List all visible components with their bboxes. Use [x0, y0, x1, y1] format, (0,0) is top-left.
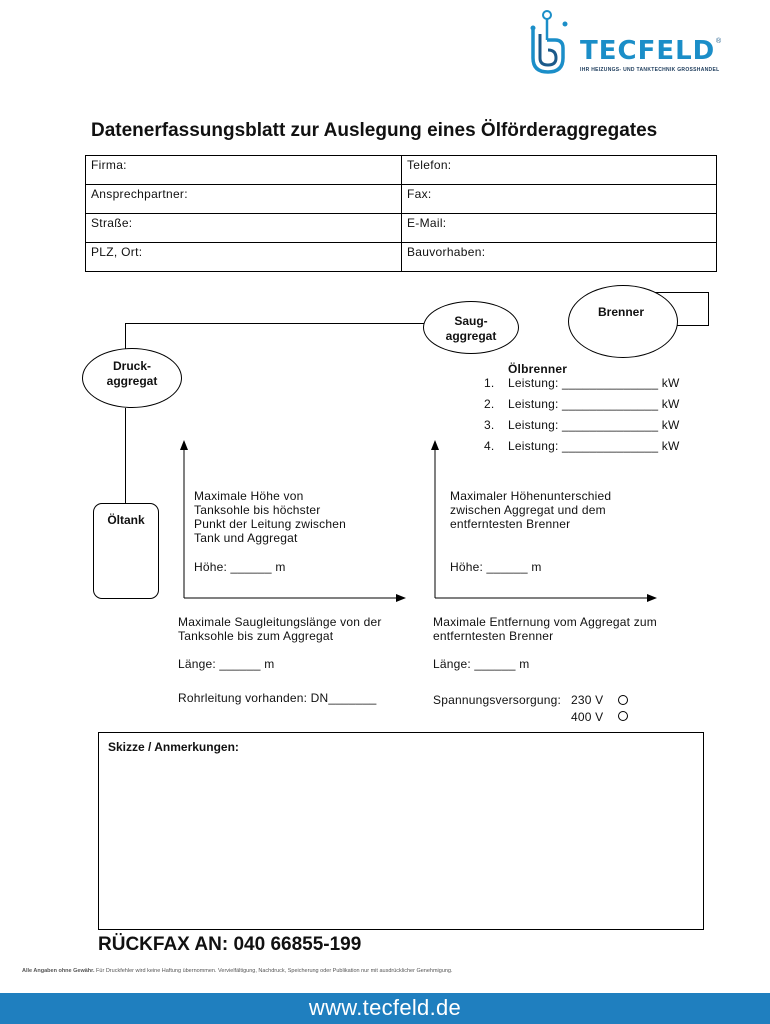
telefon-field[interactable]: Telefon:	[402, 156, 717, 185]
rohrleitung-field[interactable]: Rohrleitung vorhanden: DN_______	[178, 691, 377, 705]
brenner-ellipse	[568, 285, 678, 358]
pipe-brenner-right	[708, 292, 709, 325]
voltage-400-label: 400 V	[571, 710, 604, 724]
left-length-line1: Maximale Saugleitungslänge von der	[178, 615, 382, 629]
burner-leistung-4[interactable]: Leistung: ______________ kW	[508, 439, 680, 453]
burner-leistung-3[interactable]: Leistung: ______________ kW	[508, 418, 680, 432]
left-height-line1: Maximale Höhe von	[194, 489, 304, 503]
logo-tagline: IHR HEIZUNGS- UND TANKTECHNIK GROSSHANDEL	[580, 67, 720, 73]
voltage-230-radio[interactable]	[618, 695, 628, 705]
voltage-230-label: 230 V	[571, 693, 604, 707]
right-length-line1: Maximale Entfernung vom Aggregat zum	[433, 615, 657, 629]
oeltank-label: Öltank	[107, 513, 145, 527]
disclaimer	[22, 968, 453, 974]
left-laenge-field[interactable]: Länge: ______ m	[178, 657, 275, 671]
oelbrenner-heading: Ölbrenner	[508, 362, 568, 376]
logo-registered: ®	[716, 38, 722, 45]
right-height-line2: zwischen Aggregat und dem	[450, 503, 606, 517]
sketch-notes-box[interactable]	[98, 732, 704, 930]
disclaimer-text: Für Druckfehler wird keine Haftung übernommen. Vervielfältigung, Nachdruck, Speicherung oder Publikation nur mit ausdrücklicher Genehmigung.	[94, 968, 453, 974]
strasse-field[interactable]: Straße:	[86, 214, 402, 243]
fax-field[interactable]: Fax:	[402, 185, 717, 214]
left-height-line4: Tank und Aggregat	[194, 531, 298, 545]
burner-num-1: 1.	[484, 376, 495, 390]
oeltank-shape	[93, 503, 159, 599]
pipe-tank-vertical	[125, 408, 126, 504]
left-height-line3: Punkt der Leitung zwischen	[194, 517, 346, 531]
right-height-line3: entferntesten Brenner	[450, 517, 571, 531]
pipe-brenner-bottom	[677, 325, 709, 326]
plz-ort-field[interactable]: PLZ, Ort:	[86, 243, 402, 272]
logo-wordmark: TECFELD	[580, 36, 716, 66]
burner-leistung-2[interactable]: Leistung: ______________ kW	[508, 397, 680, 411]
right-length-line2: entferntesten Brenner	[433, 629, 554, 643]
page-title: Datenerfassungsblatt zur Auslegung eines Ölförderaggregates	[91, 120, 658, 141]
disclaimer-bold: Alle Angaben ohne Gewähr.	[22, 968, 95, 974]
left-height-line2: Tanksohle bis höchster	[194, 503, 321, 517]
contact-form	[85, 155, 717, 272]
ansprechpartner-field[interactable]: Ansprechpartner:	[86, 185, 402, 214]
saugaggregat-line1: Saug-	[454, 314, 488, 328]
rueckfax-number: RÜCKFAX AN: 040 66855-199	[98, 934, 362, 955]
druckaggregat-label	[82, 359, 182, 389]
burner-leistung-1[interactable]: Leistung: ______________ kW	[508, 376, 680, 390]
tecfeld-logo	[520, 10, 730, 76]
brenner-label: Brenner	[597, 305, 644, 319]
druckaggregat-line2: aggregat	[106, 374, 158, 388]
saugaggregat-label	[423, 314, 519, 344]
right-height-line1: Maximaler Höhenunterschied	[450, 489, 612, 503]
email-field[interactable]: E-Mail:	[402, 214, 717, 243]
pipe-left-vertical-top	[125, 323, 126, 350]
left-length-line2: Tanksohle bis zum Aggregat	[178, 629, 334, 643]
firma-field[interactable]: Firma:	[86, 156, 402, 185]
saugaggregat-line2: aggregat	[445, 329, 497, 343]
right-hoehe-field[interactable]: Höhe: ______ m	[450, 560, 542, 574]
sketch-label: Skizze / Anmerkungen:	[108, 740, 239, 754]
right-laenge-field[interactable]: Länge: ______ m	[433, 657, 530, 671]
left-hoehe-field[interactable]: Höhe: ______ m	[194, 560, 286, 574]
pipe-top-horizontal	[125, 323, 425, 324]
spannung-label: Spannungsversorgung:	[433, 693, 562, 707]
logo-mark-icon	[520, 10, 576, 76]
footer-url-link[interactable]: www.tecfeld.de	[308, 995, 462, 1020]
bauvorhaben-field[interactable]: Bauvorhaben:	[402, 243, 717, 272]
footer-bar	[0, 993, 770, 1024]
voltage-400-radio[interactable]	[618, 711, 628, 721]
burner-num-2: 2.	[484, 397, 495, 411]
druckaggregat-line1: Druck-	[112, 359, 151, 373]
burner-num-4: 4.	[484, 439, 495, 453]
burner-num-3: 3.	[484, 418, 495, 432]
